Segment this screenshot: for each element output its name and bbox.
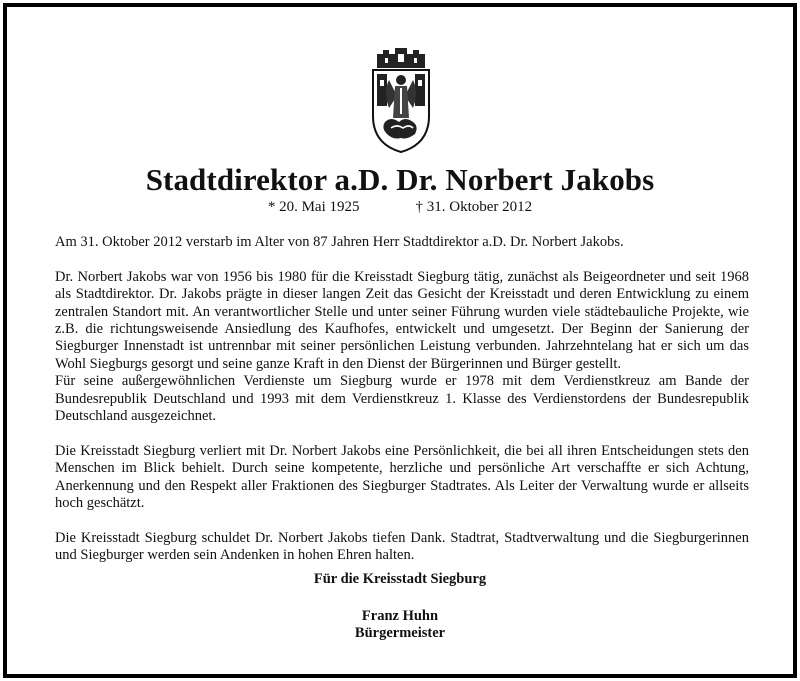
signatory-name: Franz Huhn [361,608,439,624]
signature-block [7,608,793,643]
paragraph-gratitude: Die Kreisstadt Siegburg schuldet Dr. Norbert Jakobs tiefen Dank. Stadtrat, Stadtverwaltung und die Siegburgerinnen und Siegburger werden sein Andenken in hohen Ehren halten. [55,529,749,564]
life-dates [7,199,793,216]
signatory-role: Bürgermeister [354,625,446,642]
obituary-body [55,234,749,582]
page-title: Stadtdirektor a.D. Dr. Norbert Jakobs [145,162,655,197]
paragraph-career: Dr. Norbert Jakobs war von 1956 bis 1980 für die Kreisstadt Siegburg tätig, zunächst als Beigeordneter und seit 1968 als Stadtdirektor. Dr. Jakobs prägte in dieser langen Zeit das Gesicht der Kreisstadt und deren Entwicklung zu einem zentralen Standort mit. An verantwortlicher Stelle und unter seiner Führung wurden viele städtebauliche Projekte, wie z.B. die richtungsweisende Ansiedlung des Kaufhofes, entwickelt und umgesetzt. Der Beginn der Sanierung der Siegburger Innenstadt ist untrennbar mit seiner persönlichen Leistung verbunden. Jahrzehntelang hat er sich um das Wohl Siegburgs gesorgt und seine ganze Kraft in den Dienst der Bürgerinnen und Bürger gestellt. [55,268,749,372]
death-date: † 31. Oktober 2012 [415,199,533,215]
siegburg-coat-of-arms-icon [369,46,433,156]
signature-organization: Für die Kreisstadt Siegburg [313,571,487,587]
paragraph-personality: Die Kreisstadt Siegburg verliert mit Dr. Norbert Jakobs eine Persönlichkeit, die bei all ihren Entscheidungen stets den Menschen im Blick behielt. Durch seine kompetente, herzliche und persönliche Art verschaffte er sich Achtung, Anerkennung und den Respekt aller Fraktionen des Siegburger Stadtrates. Als Leiter der Verwaltung wurde er allseits hoch geschätzt. [55,442,749,512]
birth-date: * 20. Mai 1925 [267,199,360,215]
obituary-notice [3,3,797,678]
paragraph-awards: Für seine außergewöhnlichen Verdienste um Siegburg wurde er 1978 mit dem Verdienstkreuz am Bande der Bundesrepublik Deutschland und 1993 mit dem Verdienstkreuz 1. Klasse des Verdienstordens der Bundesrepublik Deutschland ausgezeichnet. [55,373,749,425]
paragraph-intro: Am 31. Oktober 2012 verstarb im Alter von 87 Jahren Herr Stadtdirektor a.D. Dr. Norbert Jakobs. [55,234,624,250]
